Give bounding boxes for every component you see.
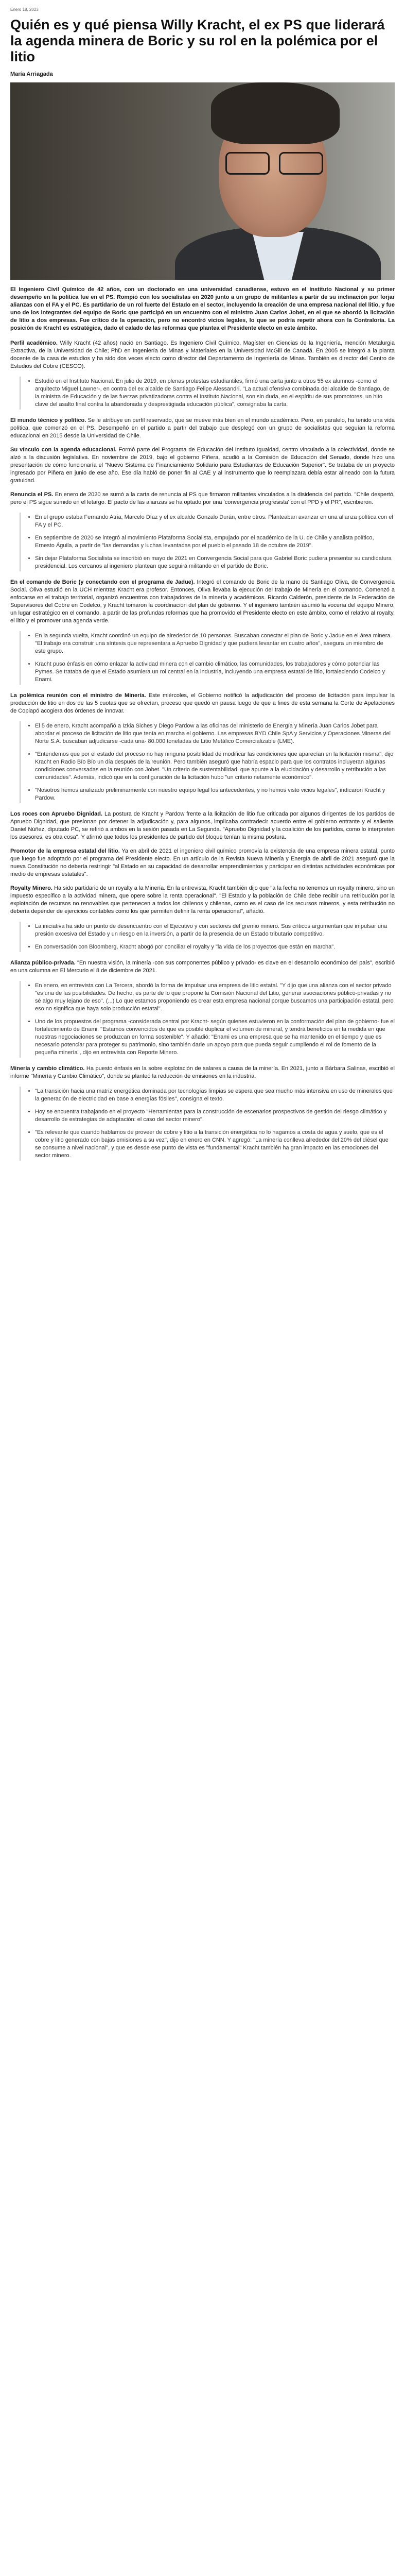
section-text: La postura de Kracht y Pardow frente a la licitación de litio fue criticada por algunos dirigentes de los partidos de Apruebo Dignidad, que presionan por detener la adjudicación y, para algunos, implicaba contradecir acuerdo entre el gobierno entrante y el saliente. Daniel Núñez, diputado PC, se refirió a ambos en la sesión pasada en La Segunda. "Apruebo Dignidad y la coalición de los partidos, como lo interpreten los asesores, es otra cosa". Y afirmó que todos los presidentes de partido del bloque tenían la misma postura.: [10, 811, 395, 840]
section-heading: Royalty Minero.: [10, 885, 52, 891]
article-title: Quién es y qué piensa Willy Kracht, el ex PS que liderará la agenda minera de Boric y su rol en la polémica por el litio: [10, 17, 385, 64]
bullet-list: [28, 982, 395, 1057]
bullet-box: [20, 377, 395, 410]
section-heading: Perfil académico.: [10, 340, 58, 346]
section-heading: La polémica reunión con el ministro de Minería.: [10, 692, 146, 699]
bullet-list: [28, 1088, 395, 1160]
bullet-item: • "Entendemos que por el estado del proceso no hay ninguna posibilidad de modificar las condiciones que aparecían en la licitación misma", dijo Kracht en Radio Bío Bío un día después de la reunión. Pero también aseguró que habría espacio para que los contratos incluyeran algunas condiciones conversadas en la reunión con Jobet. "Un criterio de sustentabilidad, que apunte a la elucidación y desarrollo y retribución a las comunidades". Además, indicó que en la configuración de la licitación hubo "un criterio netamente económico".: [35, 751, 395, 782]
bullet-item: • "La transición hacia una matriz energética dominada por tecnologías limpias se espera que sea mucho más intensiva en uso de minerales que la generación de electricidad en base a energías fósiles", consigna el texto.: [35, 1088, 395, 1103]
section-paragraph: [10, 491, 395, 506]
section-heading: Alianza público-privada.: [10, 960, 76, 966]
bullet-box: [20, 631, 395, 685]
bullet-item: • "Nosotros hemos analizado preliminarmente con nuestro equipo legal los antecedentes, y no hemos visto vicios legales", indicaron Kracht y Pardow.: [35, 787, 395, 802]
hero-photo: [10, 82, 395, 280]
section-paragraph: [10, 810, 395, 841]
bullet-item: • Estudió en el Instituto Nacional. En julio de 2019, en plenas protestas estudiantiles, firmó una carta junto a otros 55 ex alumnos -como el arquitecto Miguel Lawner-, en contra del ex alcalde de Santiago Felipe Alessandri. "La actual ofensiva combinada del alcalde de Santiago, de la ministra de Educación y de las fuerzas privatizadoras contra el Instituto Nacional, son sin duda, en el espíritu de sus promotores, un hito clave del asalto final contra la abandonada y desprestigiada educación pública", consignaba la carta.: [35, 378, 395, 409]
publish-date: Enero 18, 2023: [10, 7, 39, 12]
section-text: Ya en abril de 2021 el ingeniero civil químico promovía la existencia de una empresa minera estatal, punto que luego fue adoptado por el programa del Presidente electo. En un artículo de la Revista Nueva Minería y Energía de abril de 2021 aseguró que la nueva Constitución no debería restringir "al Estado en su capacidad de desarrollar emprendimientos y participar en distintas actividades económicas por medio de empresas estatales".: [10, 848, 395, 877]
bullet-list: [28, 923, 395, 951]
section-heading: Minería y cambio climático.: [10, 1065, 85, 1072]
bullet-item: • En la segunda vuelta, Kracht coordinó un equipo de alrededor de 10 personas. Buscaban conectar el plan de Boric y Jadue en el área minera. "El trabajo era construir una síntesis que representara a Apruebo Dignidad y que pudiera levantar en cuatro años", asegura un miembro de este grupo.: [35, 632, 395, 655]
section-paragraph: [10, 579, 395, 625]
bullet-item: • En enero, en entrevista con La Tercera, abordó la forma de impulsar una empresa de litio estatal. "Y dijo que una alianza con el sector privado "es una de las posibilidades. De hecho, es parte de lo que propone la Comisión Nacional del Litio, generar asociaciones público-privadas y no sé algo muy lejano de eso". (...) Lo que estamos proponiendo es crear esta empresa nacional porque buscamos una participación estatal, pero eso no significa que haya solo producción estatal".: [35, 982, 395, 1013]
section-text: Integró el comando de Boric de la mano de Santiago Oliva, de Convergencia Social. Oliva estudió en la UCH mientras Kracht era profesor. Entonces, Oliva llevaba la ejecución del trabajo de Minería en el comando. Comenzó a enfocarse en el trabajo territorial, organizó encuentros con trabajadores de la minería y académicos. Ricardo Calderón, presidente de la Federación de Supervisores del Cobre en Codelco, y Kracht tomaron la coordinación del plan de gobierno. Y el ingeniero también asumió la vocería del equipo Minero, un lugar estratégico en el comando, a partir de las profundas reformas que ha promovido el Presidente electo en este ámbito, como el relativo al royalty, el litio y el promover una agenda verde.: [10, 579, 395, 624]
section-paragraph: [10, 340, 395, 370]
section-paragraph: [10, 959, 395, 975]
bullet-list: [28, 722, 395, 802]
bullet-item: • El 5 de enero, Kracht acompañó a Izkia Siches y Diego Pardow a las oficinas del ministerio de Energía y Minería Juan Carlos Jobet para abordar el proceso de licitación de litio que tenía en marcha el gobierno. Las empresas BYD Chile SpA y Servicios y Operaciones Mineras del Norte S.A. buscaban adjudicarse -cada una- 80.000 toneladas de Litio Metálico Comercializable (LME).: [35, 722, 395, 745]
section-paragraph: [10, 446, 395, 485]
author-name[interactable]: María Arriagada: [10, 71, 53, 77]
bullet-box: [20, 1087, 395, 1161]
bullet-list: [28, 378, 395, 409]
section-paragraph: [10, 885, 395, 916]
section-text: Este miércoles, el Gobierno notificó la adjudicación del proceso de licitación para impulsar la producción de litio en dos de las 5 cuotas que se ofrecían, proceso que quedó en pausa luego de que a fines de esta semana la Corte de Apelaciones de Copiapó acogiera dos órdenes de innovar.: [10, 692, 395, 714]
section-text: Se le atribuye un perfil reservado, que se mueve más bien en el mundo académico. Pero, en paralelo, ha tenido una vida política, que comenzó en el PS. Desempeñó en el partido a partir del trabajo que desplegó con un grupo de socialistas que seguían la reforma educacional en 2015 desde la Universidad de Chile.: [10, 417, 395, 439]
section-text: Formó parte del Programa de Educación del Instituto Igualdad, centro vinculado a la colectividad, donde se alzó a la discusión legislativa. En noviembre de 2019, bajo el gobierno Piñera, acudió a la Comisión de Educación del Senado, donde hizo una presentación de cómo funcionaría el "Nuevo Sistema de Financiamiento Solidario para Estudiantes de Educación Superior". Se trataba de un proyecto ingresado por Piñera en junio de ese año. Ese día habló de poner fin al CAE y al instrumento que lo reemplazara debía estar alineado con la futura gratuidad.: [10, 447, 395, 484]
section-heading: El mundo técnico y político.: [10, 417, 86, 423]
section-paragraph: [10, 692, 395, 715]
article-lead: El Ingeniero Civil Químico de 42 años, con un doctorado en una universidad canadiense, estuvo en el Instituto Nacional y su primer desempeño en la política fue en el PS. Rompió con los socialistas en 2020 junto a un grupo de militantes a partir de su inclinación por forjar alianzas con el FA y el PC. Es partidario de un rol fuerte del Estado en el sector, incluyendo la creación de una empresa nacional del litio, y fue uno de los integrantes del equipo de Boric que participó en un encuentro con el ministro Juan Carlos Jobet, en el que se abordó la licitación de litio a dos empresas. Fue crítico de la operación, pero no encontró vicios legales, lo que se podría repetir ahora con la Contraloría. La posición de Kracht es estratégica, dado el calado de las reformas que plantea el Presidente electo en este ámbito.: [10, 286, 395, 331]
section-heading: Renuncia el PS.: [10, 492, 54, 498]
section-heading: En el comando de Boric (y conectando con el programa de Jadue).: [10, 579, 195, 585]
bullet-item: • En conversación con Bloomberg, Kracht abogó por conciliar el royalty y "la vida de los proyectos que están en marcha".: [35, 943, 395, 951]
bullet-item: • En el grupo estaba Fernando Atria, Marcelo Díaz y el ex alcalde Gonzalo Durán, entre otros. Planteaban avanzar en una alianza política con el FA y el PC.: [35, 514, 395, 529]
bullet-item: • Hoy se encuentra trabajando en el proyecto "Herramientas para la construcción de escenarios prospectivos de gestión del riesgo climático y desarrollo de estrategias de adaptación: el caso del sector minero".: [35, 1108, 395, 1124]
section-text: "En nuestra visión, la minería -con sus componentes público y privado- es clave en el desarrollo económico del país", escribió en una columna en El Mercurio el 8 de diciembre de 2021.: [10, 960, 395, 974]
bullet-item: • Sin dejar Plataforma Socialista se inscribió en mayo de 2021 en Convergencia Social para que Gabriel Boric pudiera presentar su candidatura presidencial. Los cercanos al ingeniero plantean que seguirá militando en el partido de Boric.: [35, 555, 395, 570]
bullet-box: [20, 721, 395, 803]
bullet-box: [20, 922, 395, 952]
bullet-item: • Uno de los propuestos del programa -considerada central por Kracht- según quienes estuvieron en la conformación del plan de gobierno- fue el fortalecimiento de Enami. "Estamos convencidos de que es posible duplicar el volumen de mineral, y tendrá beneficios en la medida en que nuestras negociaciones se produzcan en forma sostenible". Y añadió: "Enami es una empresa que se ha mantenido en el tiempo y que es necesario potenciar para proteger su patrimonio, sino también darle un apoyo para que pueda seguir cumpliendo el rol de fomento de la pequeña minería", dijo en entrevista con Reporte Minero.: [35, 1018, 395, 1057]
bullet-box: [20, 981, 395, 1058]
bullet-item: • Kracht puso énfasis en cómo enlazar la actividad minera con el cambio climático, las comunidades, los trabajadores y cómo potenciar las Pymes. Se trataba de que el Estado asumiera un rol central en la industria, incluyendo una empresa estatal de litio, fortaleciendo Codelco y Enami.: [35, 660, 395, 684]
bullet-list: [28, 514, 395, 570]
article: [10, 0, 395, 1161]
section-text: En enero de 2020 se sumó a la carta de renuncia al PS que firmaron militantes vinculados a la disidencia del partido. "Chile despertó, pero el PS sigue sumido en el letargo. El pacto de las alianzas se ha optado por una 'convergencia progresista' con el PPD y el PR", escribieron.: [10, 492, 395, 505]
section-paragraph: [10, 1065, 395, 1080]
section-heading: Promotor de la empresa estatal del litio.: [10, 848, 120, 854]
bullet-item: • La iniciativa ha sido un punto de desencuentro con el Ejecutivo y con sectores del gremio minero. Sus críticos argumentan que impulsar una presión excesiva del Estado y un riesgo en la inversión, a partir de la presencia de un Estado tributario competitivo.: [35, 923, 395, 938]
bullet-item: • "Es relevante que cuando hablamos de proveer de cobre y litio a la transición energética no lo hagamos a costa de agua y suelo, que es el cobre y litio generado con bajas emisiones a su vez", dijo en enero en CNN. Y agregó: "La minería conlleva alrededor del 20% del diésel que se consume a nivel nacional", y que es desde ese punto de vista es "fundamental" Kracht también ha gran impacto en las emociones del sector minero.: [35, 1129, 395, 1160]
section-text: Ha sido partidario de un royalty a la Minería. En la entrevista, Kracht también dijo que "a la fecha no tenemos un royalty minero, sino un impuesto específico a la actividad minera, que opere sobre la renta operacional". "El Estado y la población de Chile debe recibir una retribución por la explotación de recursos no renovables que pertenecen a todos los chilenos y chilenas, como es el caso de los recursos mineros, y esta retribución no debería depender de ejercicios contables como los que permiten definir la renta operacional", añadió.: [10, 885, 395, 914]
bullet-item: • En septiembre de 2020 se integró al movimiento Plataforma Socialista, empujado por el académico de la U. de Chile y analista político, Ernesto Águila, a partir de "las demandas y luchas levantadas por el pueblo el pasado 18 de octubre de 2019".: [35, 534, 395, 550]
section-text: Willy Kracht (42 años) nació en Santiago. Es Ingeniero Civil Químico, Magíster en Ciencias de la Ingeniería, mención Metalurgia Extractiva, de la Universidad de Chile; PhD en Ingeniería de Minas y Materiales en la Universidad McGill de Canadá. En 2005 se integró a la planta docente de la casa de estudios y ha sido dos veces electo como director del Departamento de Ingeniería de Minas. También es director del Centro de Estudios del Cobre (CESCO).: [10, 340, 395, 369]
section-paragraph: [10, 848, 395, 878]
photo-hair: [211, 82, 340, 144]
photo-glasses: [225, 152, 323, 173]
article-body: [10, 340, 395, 1161]
section-text: Ha puesto énfasis en la sobre explotación de salares a causa de la minería. En 2021, junto a Bárbara Salinas, escribió el informe "Minería y Cambio Climático", donde se planteó la reducción de emisiones en la industria.: [10, 1065, 395, 1079]
section-paragraph: [10, 417, 395, 440]
bullet-list: [28, 632, 395, 684]
section-heading: Su vínculo con la agenda educacional.: [10, 447, 117, 453]
bullet-box: [20, 513, 395, 571]
section-heading: Los roces con Apruebo Dignidad.: [10, 811, 103, 817]
